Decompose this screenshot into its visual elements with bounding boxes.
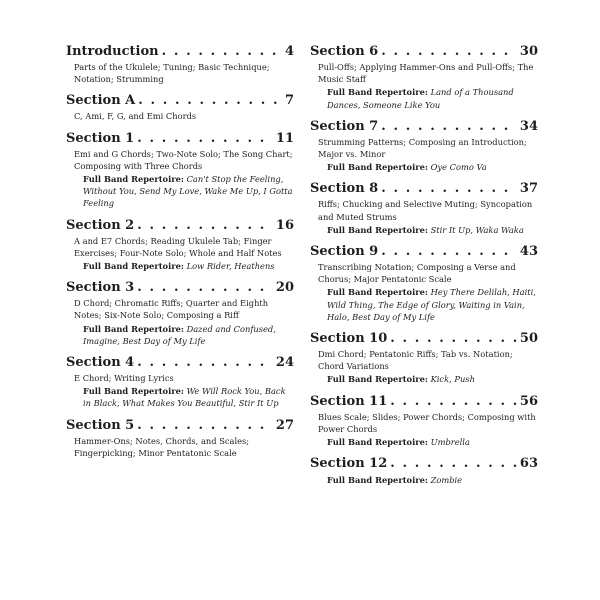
toc-heading[interactable] [310, 243, 538, 261]
toc-entry-introduction [66, 43, 294, 85]
section-description: Hammer-Ons; Notes, Chords, and Scales; Fingerpicking; Minor Pentatonic Scale [74, 435, 250, 458]
dot-leader [390, 330, 517, 348]
dot-leader [390, 393, 517, 411]
repertoire-label: Full Band Repertoire: [327, 224, 428, 235]
toc-heading[interactable] [310, 180, 538, 198]
section-description: Transcribing Notation; Composing a Verse and Chorus; Major Pentatonic Scale [318, 262, 516, 285]
page-number: 63 [519, 456, 538, 472]
page-number: 24 [275, 355, 294, 371]
page-number: 27 [275, 417, 294, 433]
section-title: Section 4 [66, 355, 135, 371]
repertoire-label: Full Band Repertoire: [83, 261, 184, 272]
repertoire-songs: Stir It Up, Waka Waka [430, 224, 524, 235]
repertoire [310, 436, 538, 448]
section-description: D Chord; Chromatic Riffs; Quarter and Eighth Notes; Six-Note Solo; Composing a Riff [74, 298, 269, 321]
dot-leader [162, 43, 282, 61]
toc-column-left [66, 43, 294, 466]
repertoire-songs: Land of a Thousand Dances, Someone Like You [327, 87, 514, 110]
section-title: Section 7 [310, 118, 379, 134]
section-title: Section 8 [310, 181, 379, 197]
section-title: Section 3 [66, 280, 135, 296]
section-description: Strumming Patterns; Composing an Introduction; Major vs. Minor [318, 136, 527, 160]
section-description: C, Ami, F, G, and Emi Chords [74, 111, 197, 122]
repertoire-songs: Zombie [430, 475, 463, 486]
toc-heading[interactable] [66, 92, 294, 110]
toc-heading[interactable] [66, 217, 294, 235]
repertoire-songs: We Will Rock You, Back in Black, What Makes You Beautiful, Stir It Up [83, 386, 286, 409]
toc-heading[interactable] [310, 43, 538, 61]
toc-column-right [310, 43, 538, 493]
repertoire-songs: Low Rider, Heathens [186, 261, 275, 272]
repertoire [310, 224, 538, 236]
dot-leader [381, 43, 517, 61]
dot-leader [137, 354, 273, 372]
page-number: 56 [519, 393, 538, 409]
repertoire-label: Full Band Repertoire: [327, 87, 428, 98]
toc-entry-section-3 [66, 279, 294, 347]
toc-heading[interactable] [66, 354, 294, 372]
section-description: A and E7 Chords; Reading Ukulele Tab; Finger Exercises; Four-Note Solo; Whole and Half Notes [74, 235, 282, 258]
repertoire-label: Full Band Repertoire: [83, 386, 184, 397]
toc-heading[interactable] [310, 393, 538, 411]
repertoire-label: Full Band Repertoire: [327, 374, 428, 385]
repertoire-label: Full Band Repertoire: [327, 162, 428, 173]
page-number: 11 [275, 130, 294, 146]
dot-leader [137, 279, 273, 297]
section-title: Section 12 [310, 456, 388, 472]
section-title: Section 2 [66, 217, 135, 233]
toc-entry-section-1 [66, 130, 294, 210]
dot-leader [390, 455, 517, 473]
toc-entry-section-7 [310, 118, 538, 174]
toc-entry-section-8 [310, 180, 538, 236]
page-number: 7 [284, 93, 294, 109]
repertoire [310, 373, 538, 385]
section-title: Section 10 [310, 331, 388, 347]
toc-heading[interactable] [310, 455, 538, 473]
toc-heading[interactable] [310, 330, 538, 348]
section-title: Section 5 [66, 417, 135, 433]
dot-leader [137, 217, 273, 235]
page-number: 16 [275, 217, 294, 233]
dot-leader [381, 180, 517, 198]
toc-entry-section-5 [66, 417, 294, 459]
repertoire-label: Full Band Repertoire: [83, 174, 184, 185]
repertoire-label: Full Band Repertoire: [83, 323, 184, 334]
toc-entry-section-9 [310, 243, 538, 323]
page-number: 37 [519, 181, 538, 197]
page-number: 4 [284, 44, 294, 59]
toc-entry-section-6 [310, 43, 538, 111]
dot-leader [137, 130, 273, 148]
page-number: 20 [275, 280, 294, 296]
toc-entry-section-2 [66, 217, 294, 273]
dot-leader [138, 92, 282, 110]
repertoire [66, 173, 294, 210]
section-title: Section 6 [310, 44, 379, 59]
section-description: Parts of the Ukulele; Tuning; Basic Technique; Notation; Strumming [74, 62, 270, 85]
section-title: Introduction [66, 44, 159, 59]
page-number: 50 [519, 331, 538, 347]
toc-entry-section-11 [310, 393, 538, 449]
section-description: Emi and G Chords; Two-Note Solo; The Song Chart; Composing with Three Chords [74, 148, 293, 171]
repertoire [310, 161, 538, 173]
repertoire-songs: Oye Como Va [430, 162, 487, 173]
toc-heading[interactable] [66, 417, 294, 435]
page-number: 43 [519, 244, 538, 260]
page-number: 30 [519, 44, 538, 59]
repertoire-label: Full Band Repertoire: [327, 475, 428, 486]
toc-entry-section-10 [310, 330, 538, 386]
repertoire [310, 86, 538, 110]
section-description: Riffs; Chucking and Selective Muting; Syncopation and Muted Strums [318, 199, 533, 222]
page-number: 34 [519, 118, 538, 134]
section-title: Section 9 [310, 244, 379, 260]
toc-entry-section-a [66, 92, 294, 122]
toc-heading[interactable] [66, 130, 294, 148]
dot-leader [137, 417, 273, 435]
repertoire [310, 286, 538, 323]
toc-heading[interactable] [66, 43, 294, 61]
repertoire [66, 385, 294, 409]
dot-leader [381, 118, 517, 136]
repertoire-label: Full Band Repertoire: [327, 437, 428, 448]
repertoire-songs: Can't Stop the Feeling, Without You, Send My Love, Wake Me Up, I Gotta Feeling [83, 174, 293, 209]
section-title: Section 11 [310, 393, 388, 409]
repertoire [66, 323, 294, 347]
repertoire-songs: Umbrella [430, 437, 470, 448]
toc-heading[interactable] [66, 279, 294, 297]
section-description: E Chord; Writing Lyrics [74, 373, 174, 384]
section-title: Section 1 [66, 130, 135, 146]
section-description: Dmi Chord; Pentatonic Riffs; Tab vs. Notation; Chord Variations [318, 349, 513, 372]
toc-heading[interactable] [310, 118, 538, 136]
repertoire-songs: Kick, Push [430, 374, 475, 385]
repertoire [66, 260, 294, 272]
section-description: Pull-Offs; Applying Hammer-Ons and Pull-Offs; The Music Staff [318, 62, 534, 85]
repertoire-songs: Dazed and Confused, Imagine, Best Day of My Life [83, 323, 276, 346]
repertoire [310, 474, 538, 486]
section-title: Section A [66, 93, 136, 109]
repertoire-label: Full Band Repertoire: [327, 287, 428, 298]
dot-leader [381, 243, 517, 261]
repertoire-songs: Hey There Delilah, Haiti, Wild Thing, The Edge of Glory, Waiting in Vain, Halo, Best Day of My Life [327, 287, 536, 322]
section-description: Blues Scale; Slides; Power Chords; Composing with Power Chords [318, 411, 536, 434]
toc-entry-section-4 [66, 354, 294, 410]
toc-entry-section-12 [310, 455, 538, 486]
